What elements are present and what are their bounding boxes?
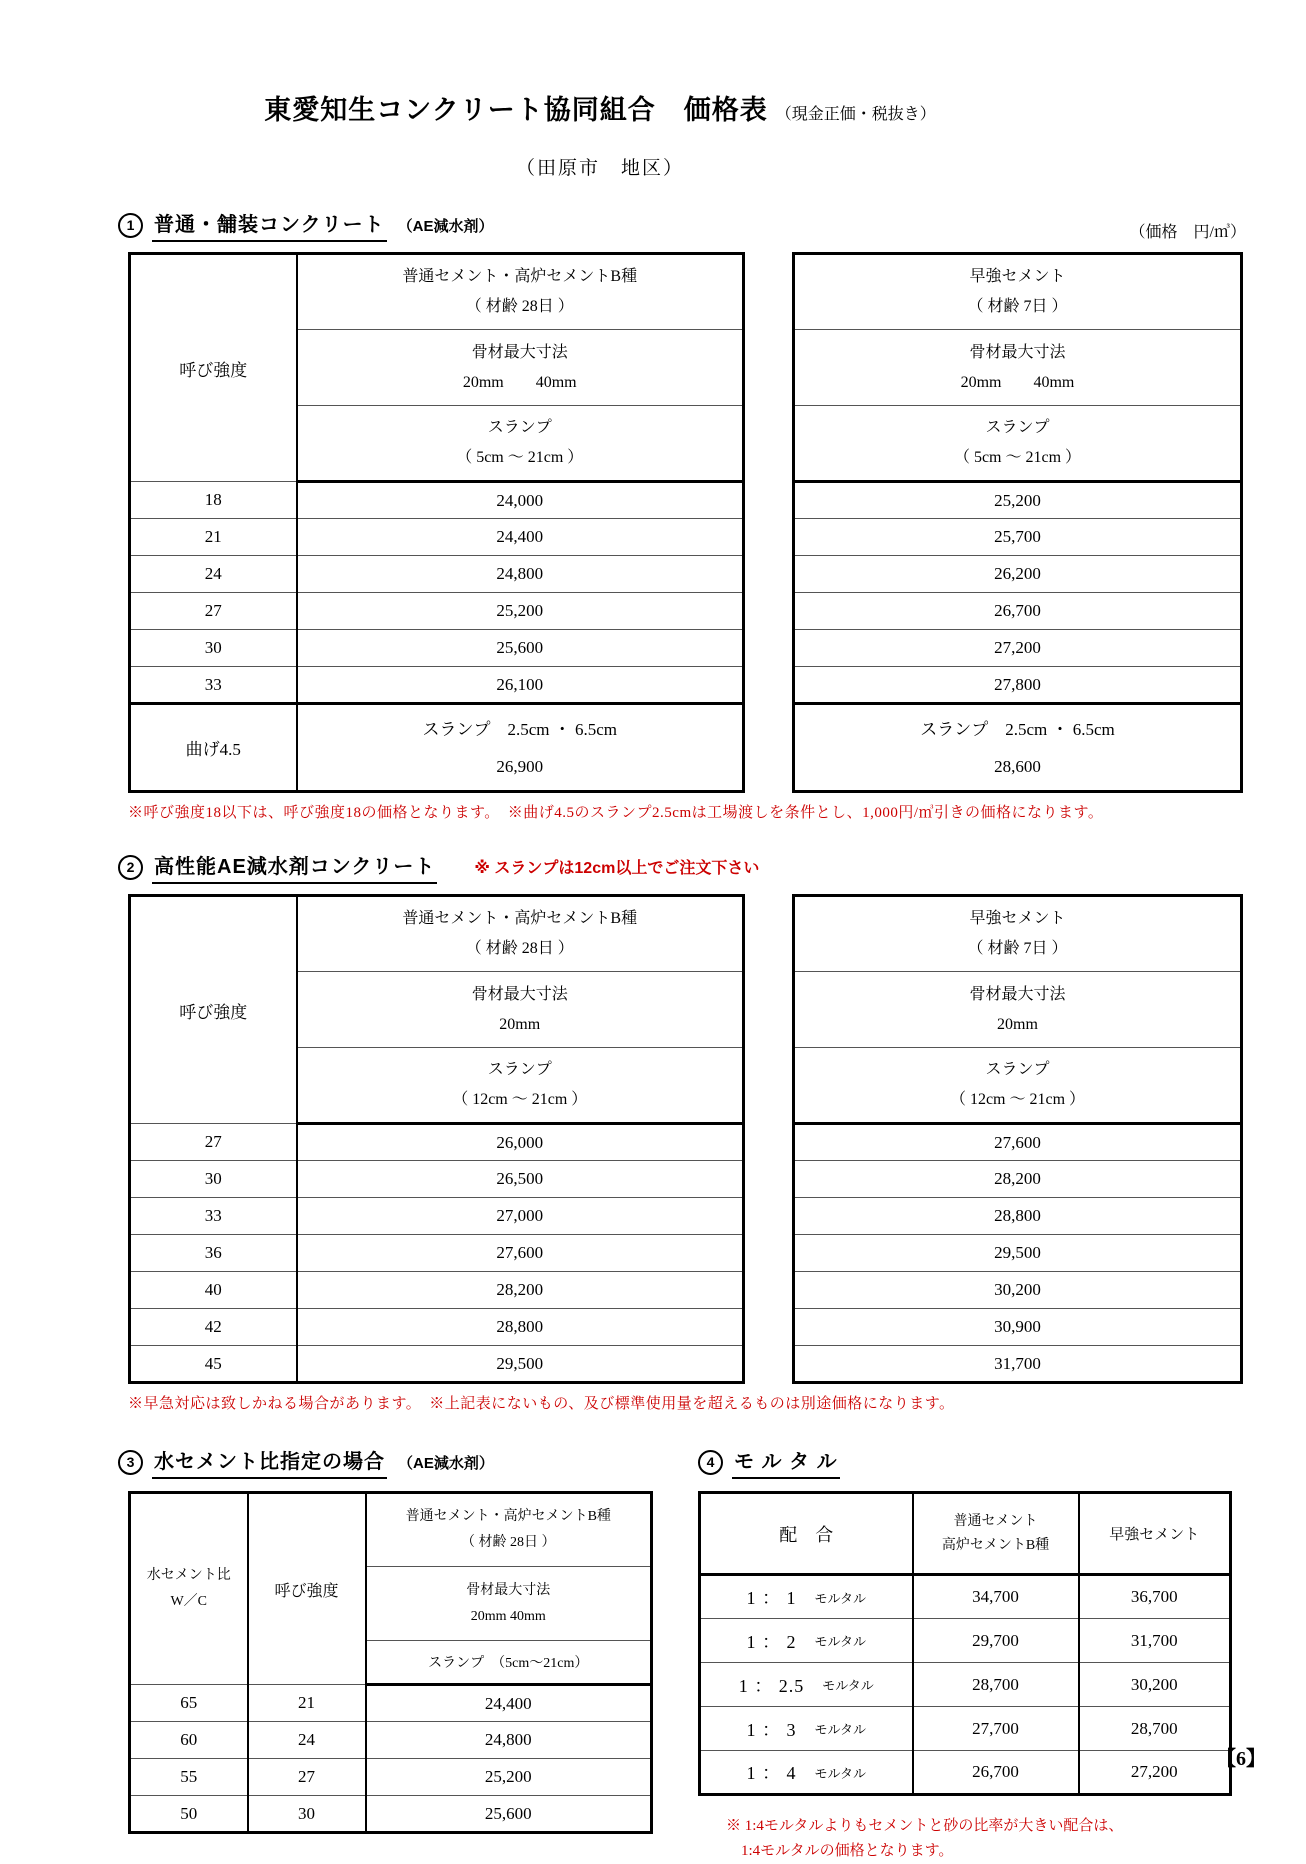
section4-heading (698, 1445, 1232, 1479)
table-row (130, 630, 744, 667)
wc-header-cell (130, 1493, 248, 1685)
wc-label-line2: W／C (170, 1594, 208, 1609)
section4-note-line1: ※ 1:4モルタルよりもセメントと砂の比率が大きい配合は、 (726, 1818, 1124, 1834)
price-cell: 26,700 (794, 593, 1242, 630)
slump-label: スランプ (487, 419, 552, 436)
price-cell: 31,700 (794, 1346, 1242, 1383)
cement-name: 早強セメント (969, 910, 1066, 927)
section2-normal-cement-table (128, 894, 745, 1384)
section2-red-note: ※ スランプは12cm以上でご注文下さい (474, 859, 760, 877)
strength-cell: 27 (130, 593, 297, 630)
early-cement-header-cell: 早強セメント (1079, 1493, 1231, 1575)
price-cell: 27,700 (913, 1707, 1079, 1751)
section2-title: 高性能AE減水剤コンクリート (152, 850, 437, 884)
price-unit-label: （価格 円/㎥） (1129, 224, 1246, 241)
bend-strength-row (130, 704, 744, 792)
price-cell: 36,700 (1079, 1575, 1231, 1619)
strength-cell: 21 (248, 1685, 366, 1722)
aggregate-sizes: 20mm 40mm (960, 373, 1075, 391)
district-subtitle: （田原市 地区） (515, 158, 684, 179)
price-cell: 34,700 (913, 1575, 1079, 1619)
table-row (794, 1235, 1242, 1272)
section1-tables (128, 252, 1306, 793)
section1-heading-row (118, 208, 1246, 242)
table-row (700, 1663, 1231, 1707)
aggregate-header-cell (297, 972, 744, 1048)
wc-cell: 50 (130, 1796, 248, 1833)
aggregate-label: 骨材最大寸法 (466, 1582, 551, 1598)
table-row (130, 1235, 744, 1272)
mortar-label: モルタル (814, 1722, 866, 1737)
table-row (700, 1619, 1231, 1663)
slump-header-cell (297, 406, 744, 482)
aggregate-sizes: 20mm 40mm (470, 1608, 546, 1624)
price-cell: 26,500 (297, 1161, 744, 1198)
mix-ratio: 1 ： 2.5 (738, 1675, 805, 1696)
bend-price-cell (297, 704, 744, 792)
cement-name: 普通セメント・高炉セメントB種 (402, 910, 638, 927)
wc-cell: 65 (130, 1685, 248, 1722)
section2-heading (118, 850, 759, 884)
table-row (794, 1198, 1242, 1235)
table-header-row (794, 896, 1242, 972)
mix-cell (700, 1663, 913, 1707)
price-cell: 24,800 (297, 556, 744, 593)
aggregate-header-cell (366, 1567, 652, 1641)
cement-name: 早強セメント (969, 268, 1066, 285)
section1-number-icon: 1 (118, 213, 143, 238)
water-cement-ratio-table (128, 1491, 653, 1834)
slump-range: （ 5cm ～ 21cm ） (953, 449, 1082, 466)
table-row (130, 1346, 744, 1383)
table-header-row (700, 1493, 1231, 1575)
page-title: 東愛知生コンクリート協同組合 価格表 (264, 95, 768, 125)
price-cell: 30,200 (794, 1272, 1242, 1309)
cement-age: （ 材齢 7日 ） (967, 298, 1068, 315)
cement-header-cell (794, 896, 1242, 972)
mortar-label: モルタル (822, 1678, 874, 1693)
price-cell: 26,200 (794, 556, 1242, 593)
price-cell: 27,000 (297, 1198, 744, 1235)
section3-number-icon: 3 (118, 1450, 143, 1475)
mix-ratio: 1 ： 1 (746, 1588, 797, 1608)
price-cell: 25,600 (297, 630, 744, 667)
wc-cell: 60 (130, 1722, 248, 1759)
strength-cell: 40 (130, 1272, 297, 1309)
page-title-note: （現金正価・税抜き） (775, 106, 936, 123)
cement-header-cell (297, 896, 744, 972)
price-cell: 28,200 (297, 1272, 744, 1309)
section1-title: 普通・舗装コンクリート (152, 208, 387, 242)
strength-cell: 18 (130, 482, 297, 519)
strength-cell: 21 (130, 519, 297, 556)
slump-range: （ 12cm ～ 21cm ） (452, 1091, 588, 1108)
price-cell: 27,200 (1079, 1751, 1231, 1795)
mix-ratio: 1 ： 4 (746, 1763, 797, 1783)
cement-header-cell (794, 254, 1242, 330)
table-row (130, 667, 744, 704)
mortar-table (698, 1491, 1232, 1796)
slump-header-cell: スランプ （5cm～21cm） (366, 1641, 652, 1685)
aggregate-label: 骨材最大寸法 (969, 343, 1066, 361)
bottom-sections (118, 1445, 1306, 1864)
table-row (130, 556, 744, 593)
price-cell: 27,200 (794, 630, 1242, 667)
slump-header-cell (297, 1048, 744, 1124)
section1-normal-cement-table (128, 252, 745, 793)
page-number: 【6】 (1216, 1748, 1266, 1770)
section3-title: 水セメント比指定の場合 (152, 1445, 387, 1479)
mix-cell (700, 1619, 913, 1663)
cement-name: 普通セメント・高炉セメントB種 (402, 268, 638, 285)
aggregate-sizes: 20mm (499, 1015, 541, 1033)
price-cell: 25,200 (794, 482, 1242, 519)
wc-label-line1: 水セメント比 (146, 1568, 231, 1583)
table-header-row (130, 1493, 652, 1567)
table-row (130, 519, 744, 556)
section4-note (726, 1814, 1232, 1864)
table-row (130, 1685, 652, 1722)
slump-header-cell (794, 1048, 1242, 1124)
cement-age: （ 材齢 28日 ） (461, 1535, 556, 1550)
slump-range: （ 12cm ～ 21cm ） (949, 1091, 1086, 1108)
table-row (794, 630, 1242, 667)
section2-early-cement-table (792, 894, 1243, 1384)
price-cell: 29,500 (297, 1346, 744, 1383)
cement-header-cell (366, 1493, 652, 1567)
price-cell: 28,700 (1079, 1707, 1231, 1751)
cement-header-cell (297, 254, 744, 330)
table-row (130, 1161, 744, 1198)
strength-cell: 36 (130, 1235, 297, 1272)
mix-header-cell: 配 合 (700, 1493, 913, 1575)
section1-early-cement-table (792, 252, 1243, 793)
cement-age: （ 材齢 7日 ） (967, 940, 1068, 957)
price-cell: 30,200 (1079, 1663, 1231, 1707)
cement-name-line1: 普通セメント (953, 1513, 1038, 1529)
strength-header-cell: 呼び強度 (130, 896, 297, 1124)
aggregate-sizes: 20mm (997, 1015, 1038, 1033)
table-row (130, 1272, 744, 1309)
section3-heading (118, 1445, 698, 1479)
aggregate-sizes: 20mm 40mm (462, 373, 577, 391)
table-row (794, 1346, 1242, 1383)
wc-cell: 55 (130, 1759, 248, 1796)
price-cell: 29,500 (794, 1235, 1242, 1272)
section1-title-note: （AE減水剤） (397, 217, 494, 235)
section3-block (118, 1445, 698, 1864)
table-row (794, 519, 1242, 556)
price-cell: 25,600 (366, 1796, 652, 1833)
price-cell: 28,800 (297, 1309, 744, 1346)
table-row (130, 1759, 652, 1796)
table-row (794, 482, 1242, 519)
table-row (130, 482, 744, 519)
price-cell: 27,600 (297, 1235, 744, 1272)
table-row (130, 1796, 652, 1833)
aggregate-label: 骨材最大寸法 (471, 343, 568, 361)
section4-title: モ ル タ ル (732, 1445, 840, 1479)
strength-header-cell: 呼び強度 (248, 1493, 366, 1685)
aggregate-header-cell (794, 972, 1242, 1048)
section3-title-note: （AE減水剤） (398, 1454, 494, 1472)
table-row (794, 1124, 1242, 1161)
cement-name-line2: 高炉セメントB種 (941, 1537, 1050, 1553)
bend-price: 26,900 (496, 756, 544, 776)
bend-price-cell (794, 704, 1242, 792)
price-cell: 31,700 (1079, 1619, 1231, 1663)
table-header-row (794, 254, 1242, 330)
mortar-label: モルタル (814, 1634, 866, 1649)
table-header-row (130, 896, 744, 972)
cement-age: （ 材齢 28日 ） (465, 298, 574, 315)
strength-cell: 33 (130, 667, 297, 704)
normal-cement-header-cell (913, 1493, 1079, 1575)
table-header-row (794, 406, 1242, 482)
strength-header-cell: 呼び強度 (130, 254, 297, 482)
table-row (130, 1309, 744, 1346)
aggregate-label: 骨材最大寸法 (969, 985, 1066, 1003)
section2-note: ※早急対応は致しかねる場合があります。 ※上記表にないもの、及び標準使用量を超えるものは別途価格になります。 (128, 1396, 955, 1412)
price-cell: 29,700 (913, 1619, 1079, 1663)
price-cell: 25,200 (297, 593, 744, 630)
price-cell: 24,800 (366, 1722, 652, 1759)
strength-cell: 24 (248, 1722, 366, 1759)
strength-cell: 42 (130, 1309, 297, 1346)
section4-block (698, 1445, 1232, 1864)
table-header-row (794, 1048, 1242, 1124)
slump-label: スランプ (487, 1061, 552, 1078)
section4-note-line2: 1:4モルタルの価格となります。 (741, 1843, 954, 1859)
section2-tables (128, 894, 1306, 1384)
slump-label: スランプ (985, 1061, 1050, 1078)
price-cell: 28,800 (794, 1198, 1242, 1235)
mortar-label: モルタル (814, 1765, 866, 1781)
price-cell: 24,400 (297, 519, 744, 556)
section2-heading-row (118, 850, 1246, 884)
price-cell: 26,100 (297, 667, 744, 704)
strength-cell: 30 (130, 1161, 297, 1198)
mix-ratio: 1 ： 3 (746, 1719, 797, 1740)
mix-cell (700, 1575, 913, 1619)
table-row (794, 667, 1242, 704)
bend-slump: スランプ 2.5cm ・ 6.5cm (422, 719, 618, 739)
strength-cell: 45 (130, 1346, 297, 1383)
cement-name: 普通セメント・高炉セメントB種 (405, 1509, 611, 1524)
table-header-row (794, 330, 1242, 406)
strength-cell: 24 (130, 556, 297, 593)
bend-strength-row (794, 704, 1242, 792)
cement-age: （ 材齢 28日 ） (465, 940, 574, 957)
price-cell: 25,200 (366, 1759, 652, 1796)
strength-cell: 30 (130, 630, 297, 667)
aggregate-header-cell (297, 330, 744, 406)
slump-range: （ 5cm ～ 21cm ） (456, 449, 584, 466)
document-header (0, 0, 1200, 127)
price-cell: 26,000 (297, 1124, 744, 1161)
table-row (130, 593, 744, 630)
strength-cell: 27 (248, 1759, 366, 1796)
table-header-row (794, 972, 1242, 1048)
table-row (794, 556, 1242, 593)
strength-cell: 27 (130, 1124, 297, 1161)
mortar-label: モルタル (814, 1590, 866, 1606)
price-cell: 24,000 (297, 482, 744, 519)
section1-heading (118, 208, 493, 242)
section4-number-icon: 4 (698, 1450, 723, 1475)
price-cell: 28,200 (794, 1161, 1242, 1198)
bend-slump: スランプ 2.5cm ・ 6.5cm (920, 719, 1115, 739)
slump-label: スランプ (985, 419, 1050, 436)
price-cell: 28,700 (913, 1663, 1079, 1707)
table-row (700, 1707, 1231, 1751)
section2-number-icon: 2 (118, 855, 143, 880)
table-row (130, 1198, 744, 1235)
table-row (794, 593, 1242, 630)
slump-header-cell (794, 406, 1242, 482)
table-row (794, 1309, 1242, 1346)
mix-cell (700, 1707, 913, 1751)
price-cell: 25,700 (794, 519, 1242, 556)
price-cell: 24,400 (366, 1685, 652, 1722)
price-cell: 26,700 (913, 1751, 1079, 1795)
bend-price: 28,600 (994, 756, 1041, 776)
mix-ratio: 1 ： 2 (746, 1631, 797, 1652)
table-row (130, 1124, 744, 1161)
price-cell: 27,600 (794, 1124, 1242, 1161)
bend-label-cell: 曲げ4.5 (130, 704, 297, 792)
price-cell: 30,900 (794, 1309, 1242, 1346)
aggregate-label: 骨材最大寸法 (471, 985, 568, 1003)
table-row (700, 1751, 1231, 1795)
table-row (794, 1272, 1242, 1309)
table-header-row (130, 254, 744, 330)
strength-cell: 33 (130, 1198, 297, 1235)
aggregate-header-cell (794, 330, 1242, 406)
price-cell: 27,800 (794, 667, 1242, 704)
table-row (700, 1575, 1231, 1619)
mix-cell (700, 1751, 913, 1795)
table-row (130, 1722, 652, 1759)
section1-note: ※呼び強度18以下は、呼び強度18の価格となります。 ※曲げ4.5のスランプ2.5cmは工場渡しを条件とし、1,000円/㎥引きの価格になります。 (128, 805, 1104, 821)
strength-cell: 30 (248, 1796, 366, 1833)
table-row (794, 1161, 1242, 1198)
